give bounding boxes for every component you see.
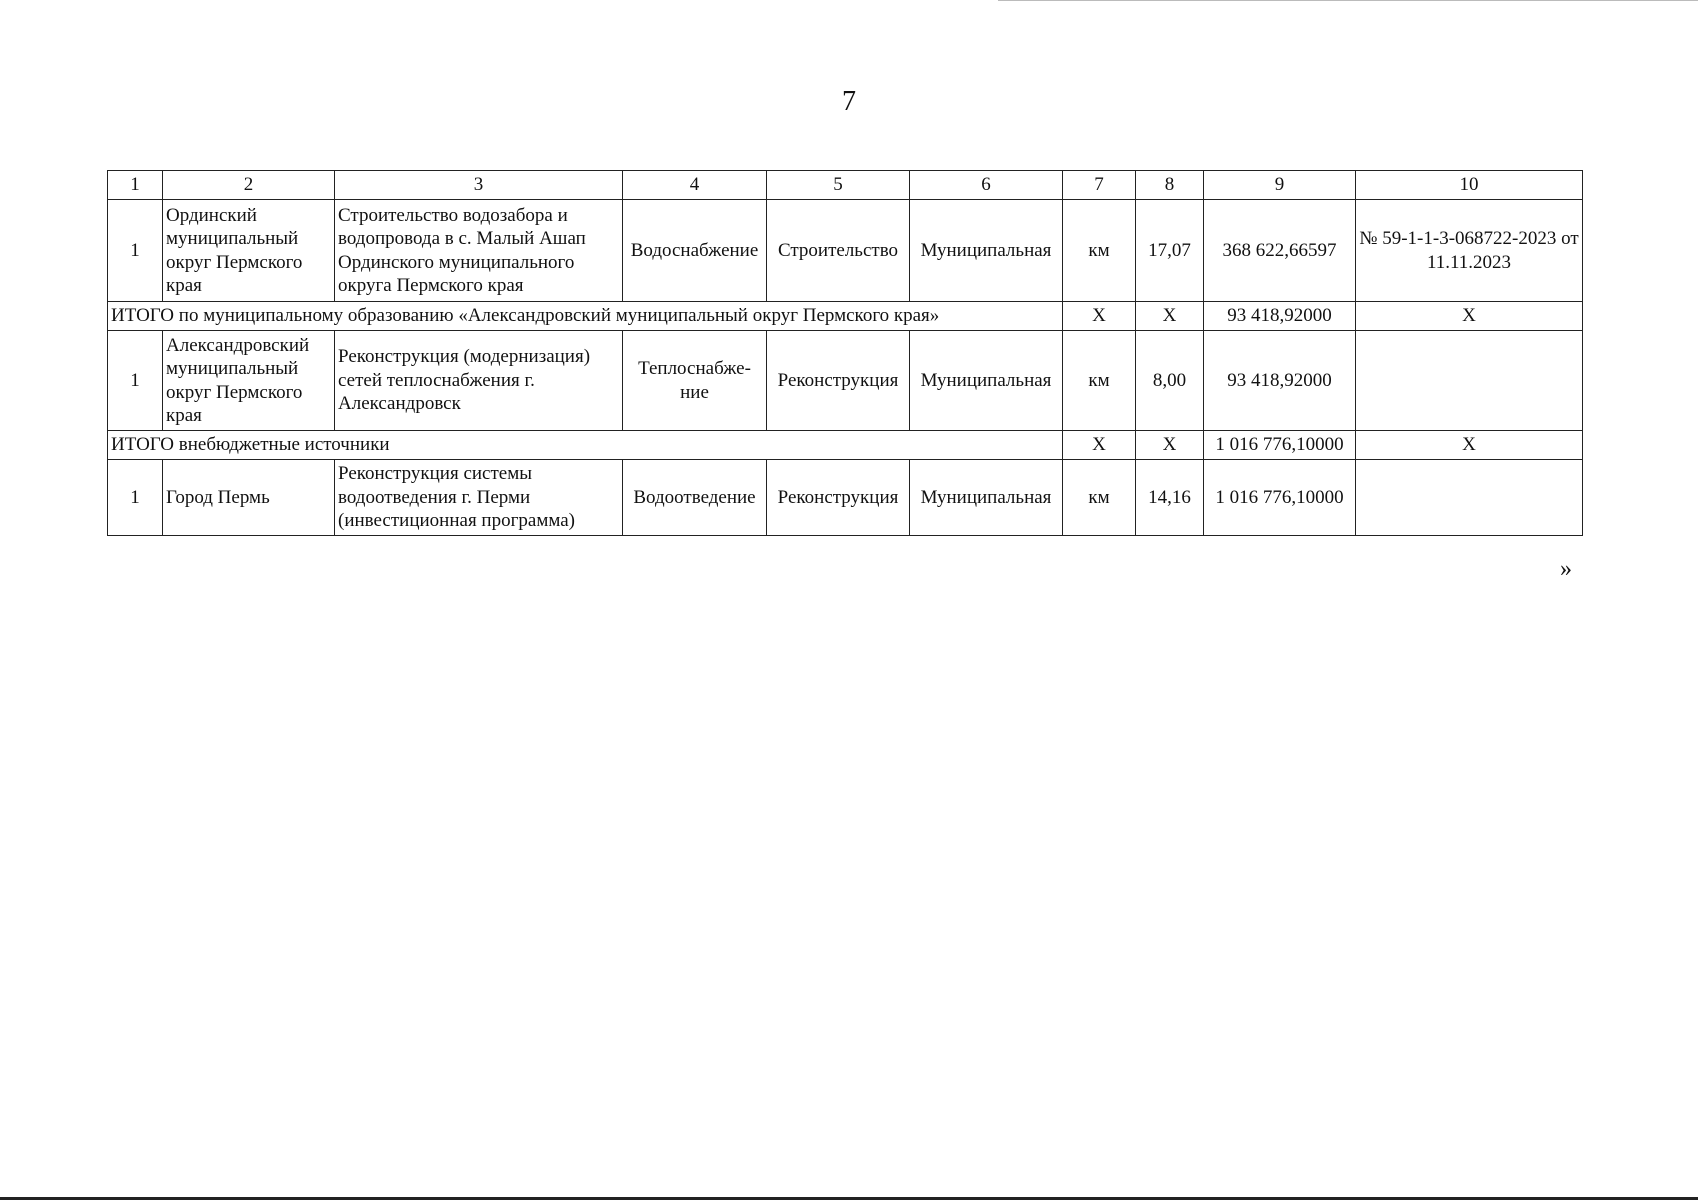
column-number-row: [108, 171, 1583, 200]
table-row: [108, 200, 1583, 302]
sector-cell: Водоотведение: [623, 460, 767, 536]
column-number: 10: [1356, 171, 1583, 200]
capacity-cell: X: [1136, 431, 1204, 460]
unit-cell: X: [1063, 431, 1136, 460]
table-row: [108, 331, 1583, 431]
column-number: 5: [767, 171, 910, 200]
object-cell: Строительство водозабора и водопровода в с. Малый Ашап Ординского муниципального округа Пермского края: [335, 200, 623, 302]
capacity-cell: 17,07: [1136, 200, 1204, 302]
row-number: 1: [108, 331, 163, 431]
column-number: 7: [1063, 171, 1136, 200]
work-type-cell: Строительство: [767, 200, 910, 302]
cost-cell: 93 418,92000: [1204, 302, 1356, 331]
municipality-cell: Александровский муниципальный округ Пермского края: [163, 331, 335, 431]
sector-cell: Водоснабжение: [623, 200, 767, 302]
cost-cell: 1 016 776,10000: [1204, 431, 1356, 460]
expertise-cell: [1356, 331, 1583, 431]
capacity-cell: 8,00: [1136, 331, 1204, 431]
row-number: 1: [108, 200, 163, 302]
ownership-cell: Муниципальная: [910, 200, 1063, 302]
object-cell: Реконструкция (модернизация) сетей теплоснабжения г. Александровск: [335, 331, 623, 431]
cost-cell: 93 418,92000: [1204, 331, 1356, 431]
capacity-cell: X: [1136, 302, 1204, 331]
column-number: 9: [1204, 171, 1356, 200]
row-number: 1: [108, 460, 163, 536]
unit-cell: X: [1063, 302, 1136, 331]
table-row: [108, 460, 1583, 536]
column-number: 6: [910, 171, 1063, 200]
total-label: ИТОГО по муниципальному образованию «Александровский муниципальный округ Пермского края»: [108, 302, 1063, 331]
expertise-cell: № 59-1-1-3-068722-2023 от 11.11.2023: [1356, 200, 1583, 302]
column-number: 3: [335, 171, 623, 200]
ownership-cell: Муниципальная: [910, 331, 1063, 431]
column-number: 2: [163, 171, 335, 200]
registry-table: [107, 170, 1583, 536]
column-number: 8: [1136, 171, 1204, 200]
cost-cell: 1 016 776,10000: [1204, 460, 1356, 536]
total-label: ИТОГО внебюджетные источники: [108, 431, 1063, 460]
expertise-cell: [1356, 460, 1583, 536]
work-type-cell: Реконструкция: [767, 460, 910, 536]
cost-cell: 368 622,66597: [1204, 200, 1356, 302]
closing-quote-mark: »: [1560, 556, 1572, 582]
column-number: 1: [108, 171, 163, 200]
ownership-cell: Муниципальная: [910, 460, 1063, 536]
municipality-cell: Город Пермь: [163, 460, 335, 536]
column-number: 4: [623, 171, 767, 200]
municipality-cell: Ординский муниципальный округ Пермского края: [163, 200, 335, 302]
unit-cell: км: [1063, 200, 1136, 302]
total-row: [108, 431, 1583, 460]
total-row: [108, 302, 1583, 331]
object-cell: Реконструкция системы водоотведения г. Перми (инвестиционная программа): [335, 460, 623, 536]
expertise-cell: X: [1356, 302, 1583, 331]
page-number: 7: [842, 86, 856, 117]
work-type-cell: Реконструкция: [767, 331, 910, 431]
capacity-cell: 14,16: [1136, 460, 1204, 536]
expertise-cell: X: [1356, 431, 1583, 460]
sector-cell: Теплоснабже-ние: [623, 331, 767, 431]
unit-cell: км: [1063, 460, 1136, 536]
unit-cell: км: [1063, 331, 1136, 431]
scan-top-edge: [998, 0, 1698, 3]
